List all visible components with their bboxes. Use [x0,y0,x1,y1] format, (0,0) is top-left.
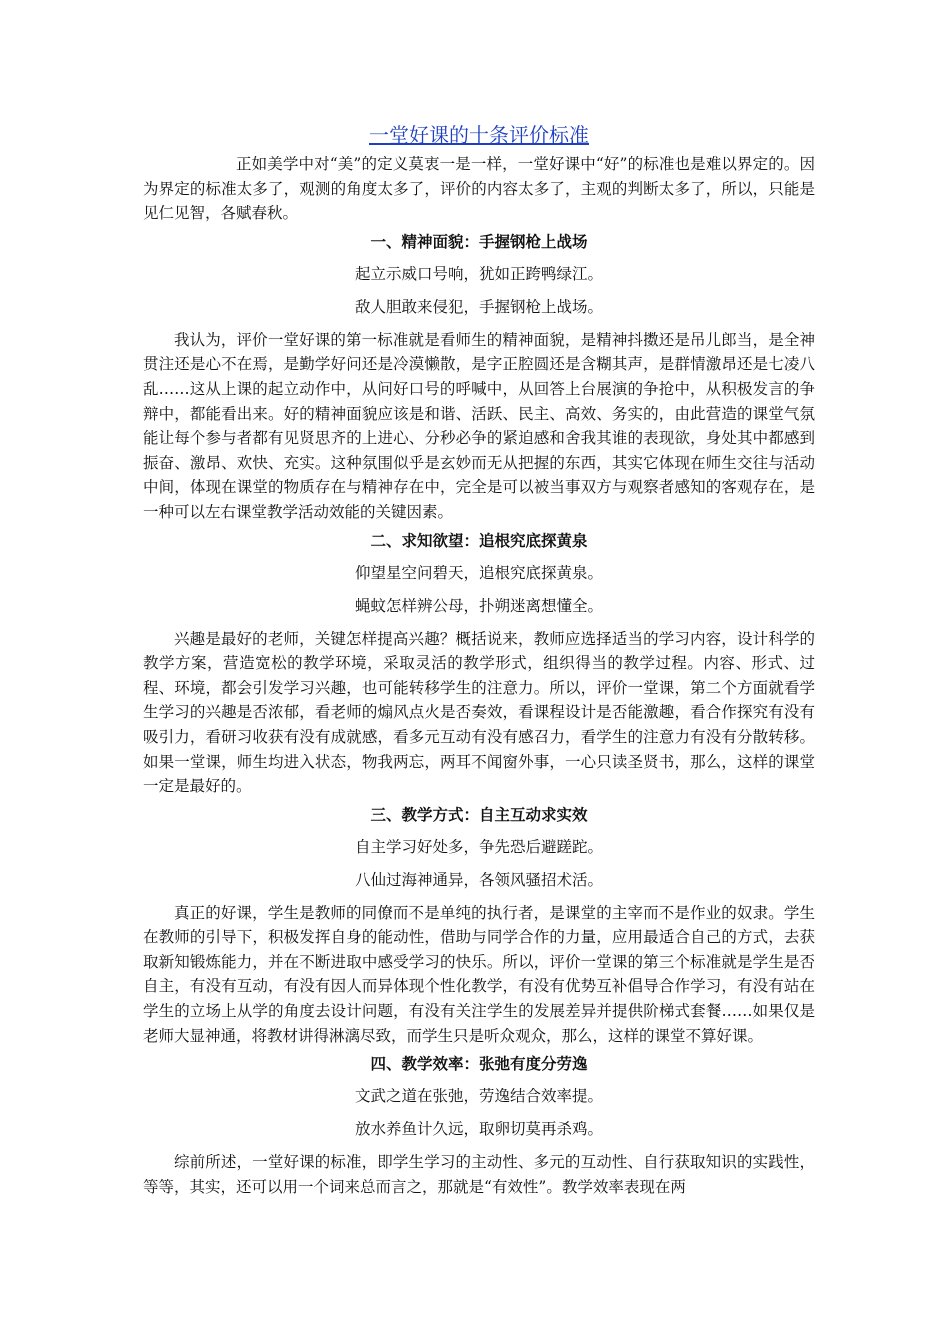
section-heading: 四、教学效率：张弛有度分劳逸 [370,1055,588,1074]
poem-line: 起立示威口号响，犹如正跨鸭绿江。 [354,264,603,283]
poem-line: 蝇蚊怎样辨公母，扑朔迷离想懂全。 [354,596,603,615]
poem-line: 文武之道在张弛，劳逸结合效率提。 [354,1087,603,1106]
section-heading: 二、求知欲望：追根究底探黄泉 [370,531,588,550]
intro-paragraph: 正如美学中对“美”的定义莫衷一是一样，一堂好课中“好”的标准也是难以界定的。因为界定的标准太多了，观测的角度太多了，评价的内容太多了，主观的判断太多了，所以，只能是见仁见智，各赋春秋。 [143,155,815,223]
document-title[interactable]: 一堂好课的十条评价标准 [369,123,589,147]
poem-line: 放水养鱼计久远，取卵切莫再杀鸡。 [354,1120,603,1139]
section-body: 综前所述，一堂好课的标准，即学生学习的主动性、多元的互动性、自行获取知识的实践性，等等，其实，还可以用一个词来总而言之，那就是“有效性”。教学效率表现在两 [143,1153,815,1196]
section-4 [143,1052,815,1199]
document-page [143,120,815,1199]
section-2 [143,529,815,799]
poem-line: 八仙过海神通异，各领风骚招术活。 [354,870,603,889]
poem-line: 自主学习好处多，争先恐后避蹉跎。 [354,837,603,856]
poem-line: 敌人胆敢来侵犯，手握钢枪上战场。 [354,297,603,316]
section-1 [143,230,815,525]
section-body: 真正的好课，学生是教师的同僚而不是单纯的执行者，是课堂的主宰而不是作业的奴隶。学生在教师的引导下，积极发挥自身的能动性，借助与同学合作的力量，应用最适合自己的方式，去获取新知锻炼能力，并在不断进取中感受学习的快乐。所以，评价一堂课的第三个标准就是学生是否自主，有没有互动，有没有因人而异体现个性化教学，有没有优势互补倡导合作学习，有没有站在学生的立场上从学的角度去设计问题，有没有关注学生的发展差异并提供阶梯式套餐……如果仅是老师大显神通，将教材讲得淋漓尽致，而学生只是听众观众，那么，这样的课堂不算好课。 [143,903,815,1045]
section-body: 我认为，评价一堂好课的第一标准就是看师生的精神面貌，是精神抖擞还是吊儿郎当，是全神贯注还是心不在焉，是勤学好问还是冷漠懒散，是字正腔圆还是含糊其声，是群情激昂还是七凌八乱……这从上课的起立动作中，从问好口号的呼喊中，从回答上台展演的争抢中，从积极发言的争辩中，都能看出来。好的精神面貌应该是和谐、活跃、民主、高效、务实的，由此营造的课堂气氛能让每个参与者都有见贤思齐的上进心、分秒必争的紧迫感和舍我其谁的表现欲，身处其中都感到振奋、激昂、欢快、充实。这种氛围似乎是玄妙而无从把握的东西，其实它体现在师生交往与活动中间，体现在课堂的物质存在与精神存在中，完全是可以被当事双方与观察者感知的客观存在，是一种可以左右课堂教学活动效能的关键因素。 [143,330,815,521]
section-body: 兴趣是最好的老师，关键怎样提高兴趣？概括说来，教师应选择适当的学习内容，设计科学的教学方案，营造宽松的教学环境，采取灵活的教学形式，组织得当的教学过程。内容、形式、过程、环境，都会引发学习兴趣，也可能转移学生的注意力。所以，评价一堂课，第二个方面就看学生学习的兴趣是否浓郁，看老师的煽风点火是否奏效，看课程设计是否能激趣，看合作探究有没有吸引力，看研习收获有没有成就感，看多元互动有没有感召力，看学生的注意力有没有分散转移。如果一堂课，师生均进入状态，物我两忘，两耳不闻窗外事，一心只读圣贤书，那么，这样的课堂一定是最好的。 [143,629,815,796]
section-heading: 一、精神面貌：手握钢枪上战场 [370,232,588,251]
section-heading: 三、教学方式：自主互动求实效 [370,805,588,824]
poem-line: 仰望星空问碧天，追根究底探黄泉。 [354,563,603,582]
section-3 [143,803,815,1049]
